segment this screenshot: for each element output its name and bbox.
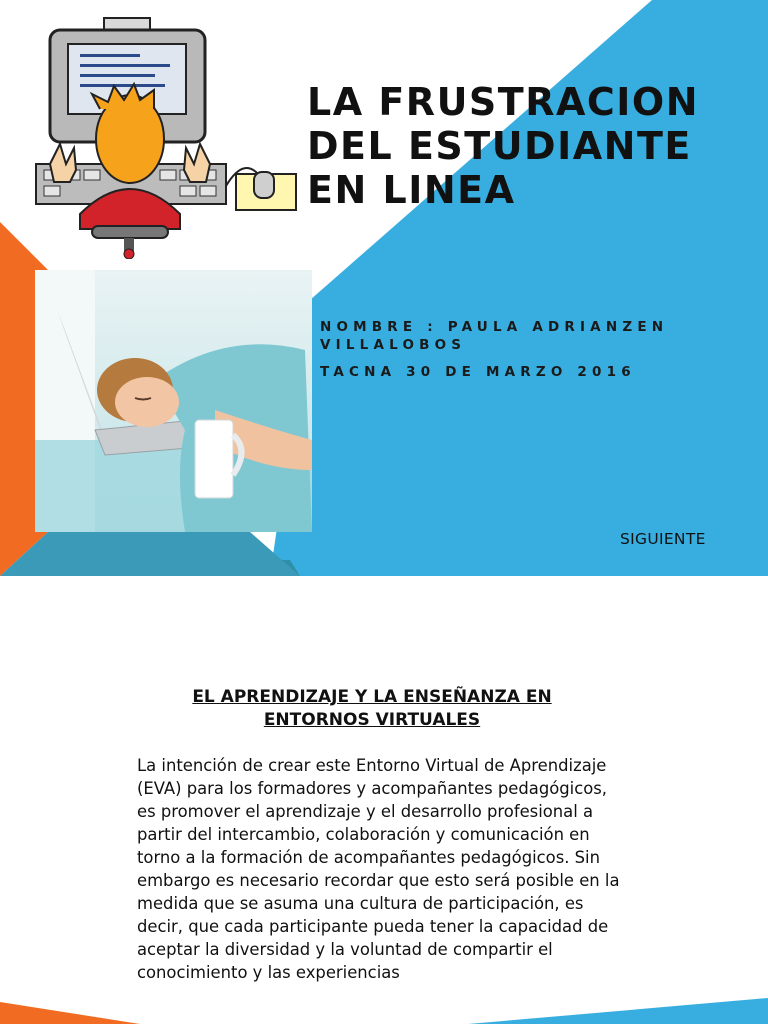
section-heading: EL APRENDIZAJE Y LA ENSEÑANZA EN ENTORNOS VIRTUALES xyxy=(192,687,552,730)
next-slide-link[interactable]: SIGUIENTE xyxy=(620,530,706,548)
blue-corner-shape xyxy=(468,998,768,1024)
content-slide xyxy=(0,576,768,1024)
sleeping-student-photo xyxy=(35,270,312,532)
teal-wedge-shape xyxy=(0,532,300,576)
frustrated-student-clipart xyxy=(30,14,305,259)
author-info xyxy=(320,318,740,381)
orange-corner-shape xyxy=(0,1000,140,1024)
section-body: La intención de crear este Entorno Virtual de Aprendizaje (EVA) para los formadores y acompañantes pedagógicos, es promover el aprendizaje y el desarrollo profesional a partir del intercambio, colaboración y comunicación en torno a la formación de acompañantes pedagógicos. Sin embargo es necesario recordar que esto será posible en la medida que se asuma una cultura de participación, es decir, que cada participante pueda tener la capacidad de aceptar la diversidad y la voluntad de compartir el conocimiento y las experiencias xyxy=(137,756,620,982)
author-name: NOMBRE : PAULA ADRIANZEN VILLALOBOS xyxy=(320,319,669,353)
presentation-title: LA FRUSTRACION DEL ESTUDIANTE EN LINEA xyxy=(307,80,700,212)
place-date: TACNA 30 DE MARZO 2016 xyxy=(320,364,636,380)
